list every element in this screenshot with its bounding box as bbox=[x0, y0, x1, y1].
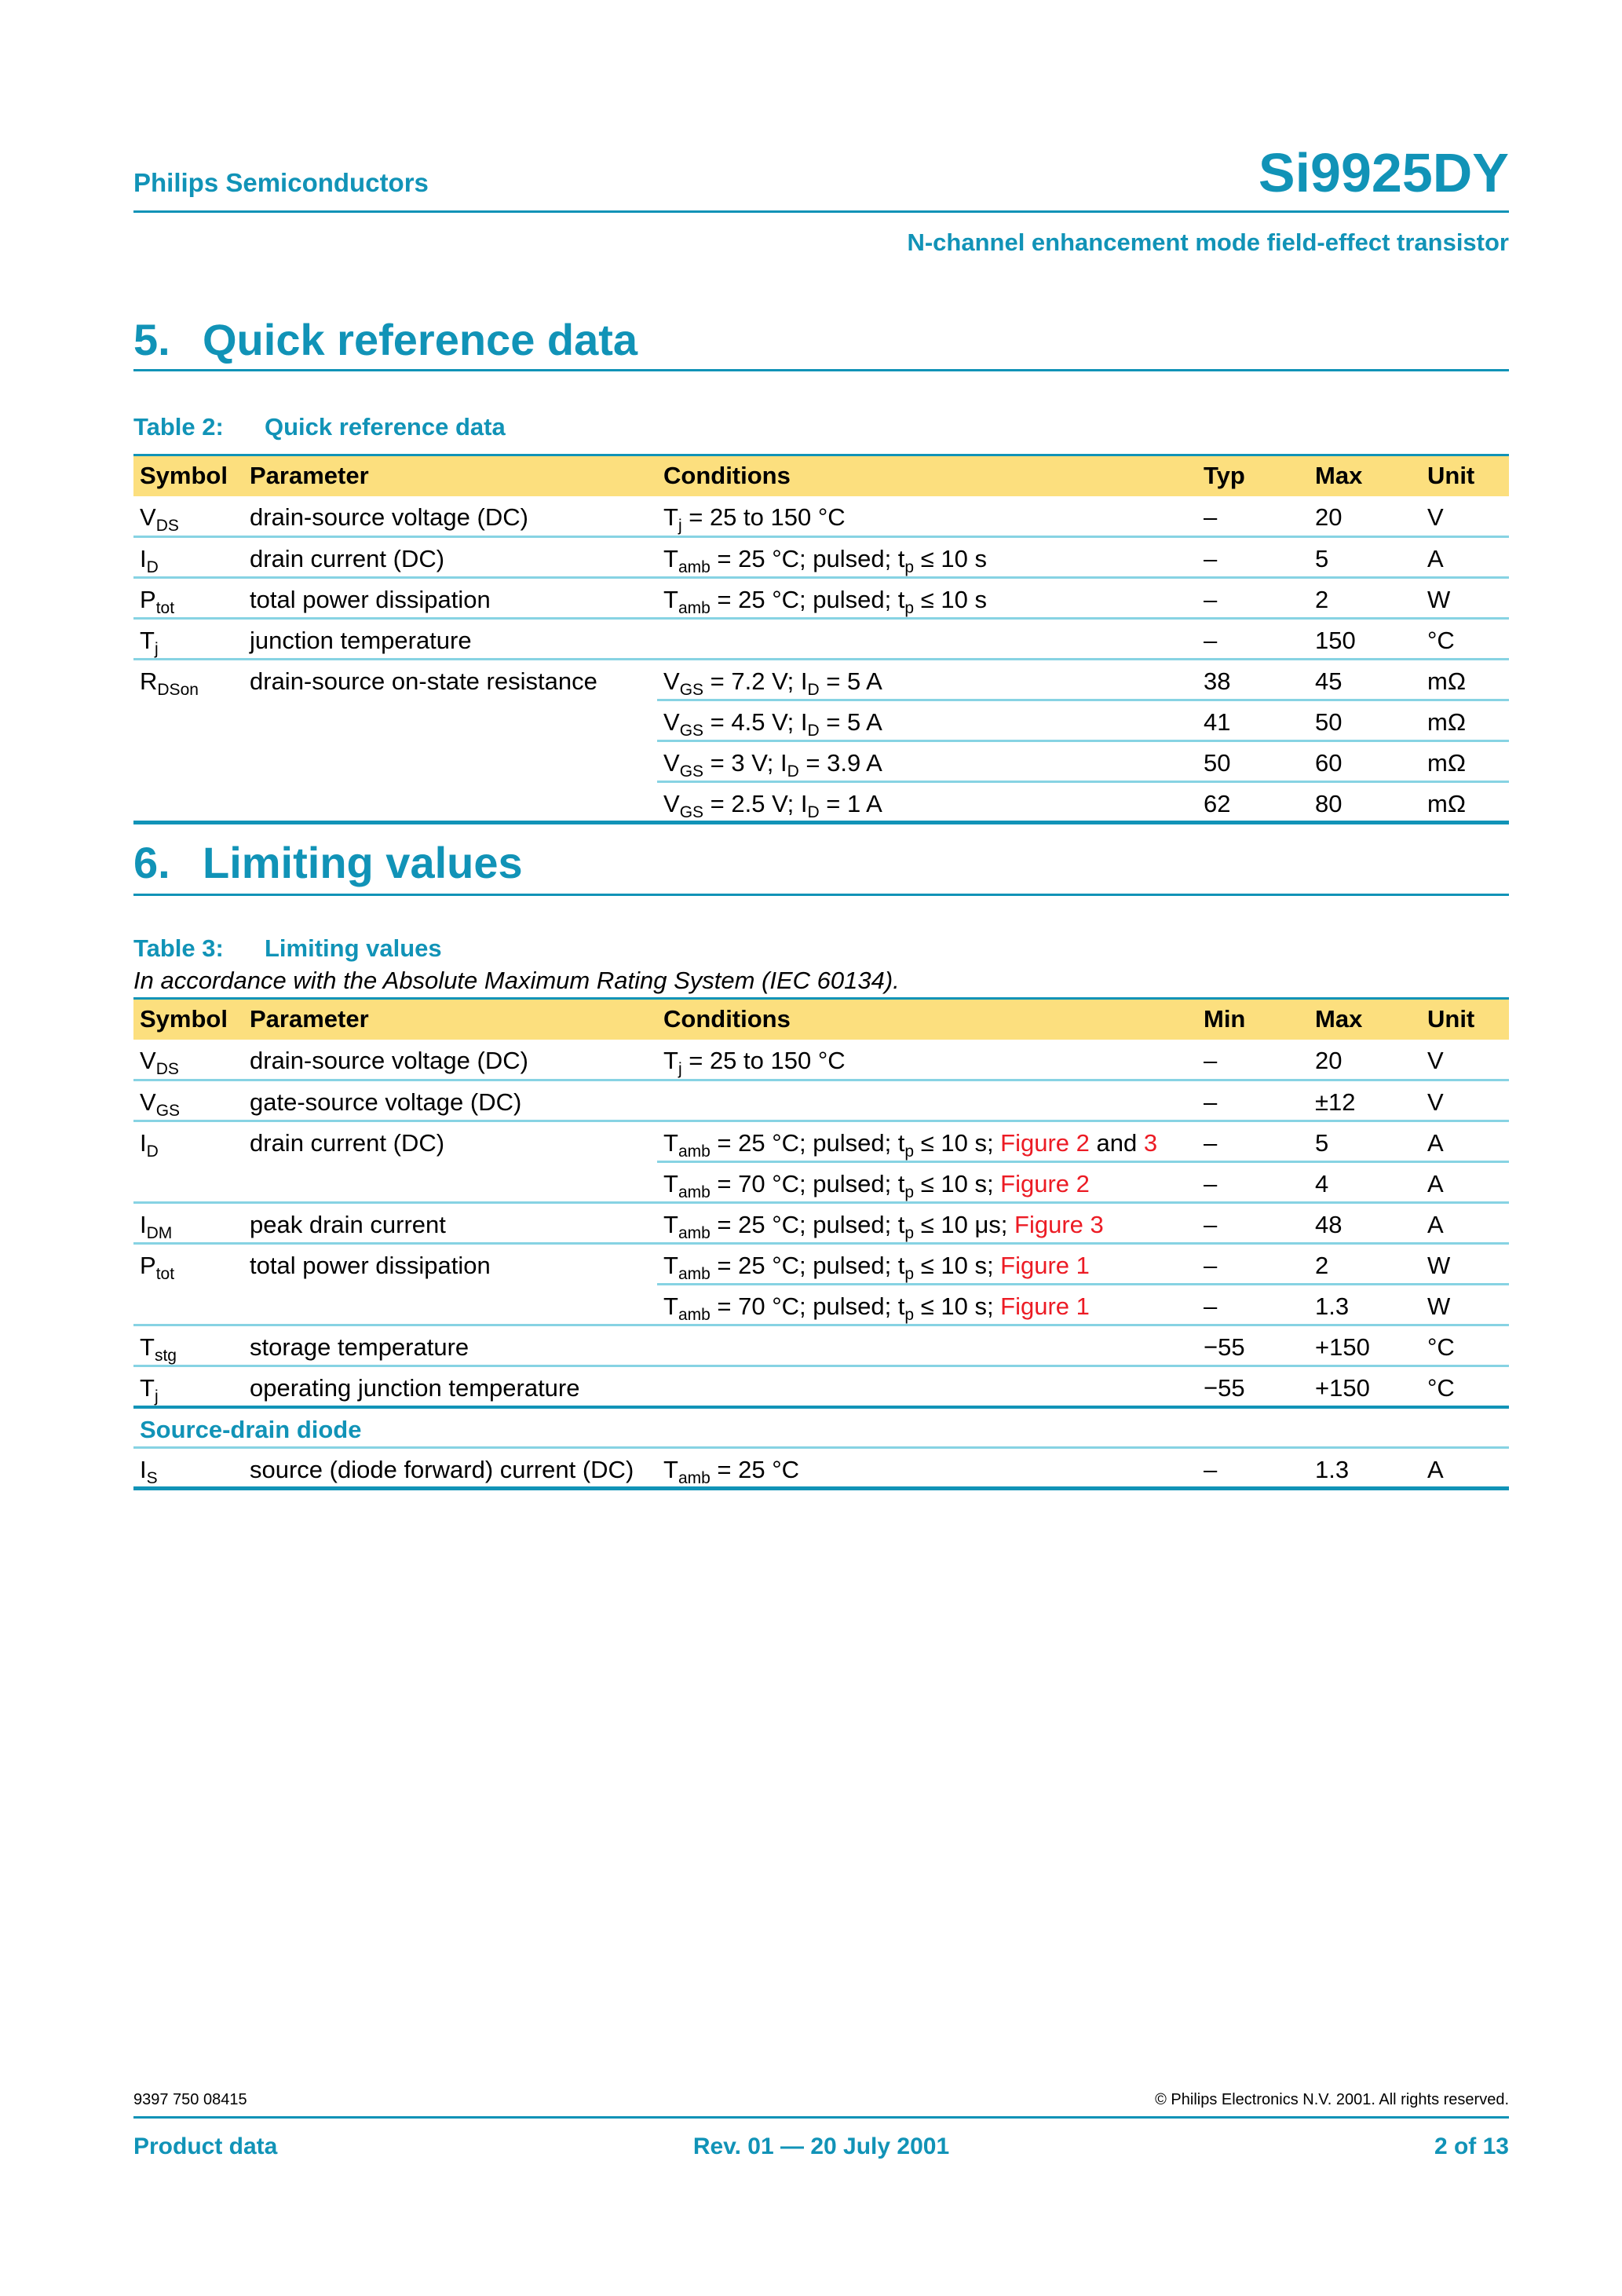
value-cell-1: 41 bbox=[1197, 700, 1309, 741]
text-segment: = 25 °C; pulsed; t bbox=[710, 1129, 905, 1157]
figure-reference-link[interactable]: Figure 2 bbox=[1000, 1129, 1090, 1157]
unit-cell: W bbox=[1421, 1244, 1509, 1285]
subscript: amb bbox=[678, 1469, 711, 1487]
text-segment: V bbox=[663, 790, 680, 817]
subscript: j bbox=[154, 1387, 159, 1406]
subscript: p bbox=[904, 1306, 915, 1324]
figure-reference-link[interactable]: Figure 1 bbox=[1000, 1292, 1090, 1320]
page-number: 2 of 13 bbox=[1434, 2133, 1509, 2159]
subscript: DM bbox=[146, 1224, 173, 1242]
figure-reference-link[interactable]: Figure 1 bbox=[1000, 1252, 1090, 1279]
header-rule bbox=[133, 210, 1509, 213]
subscript: amb bbox=[678, 1265, 711, 1283]
value-cell-2: 80 bbox=[1309, 782, 1421, 823]
parameter-cell: drain-source voltage (DC) bbox=[250, 503, 528, 531]
unit-cell: mΩ bbox=[1421, 782, 1509, 823]
figure-reference-link[interactable]: Figure 3 bbox=[1014, 1211, 1104, 1238]
footer-rule bbox=[133, 2116, 1509, 2119]
limiting-values-table bbox=[133, 997, 1509, 1490]
subscript: tot bbox=[155, 599, 175, 617]
text-segment: = 25 °C; pulsed; t bbox=[710, 1252, 905, 1279]
value-cell-1: – bbox=[1197, 1448, 1309, 1489]
subscript: stg bbox=[154, 1347, 177, 1365]
table-row bbox=[133, 1121, 1509, 1162]
subscript: amb bbox=[678, 1183, 711, 1201]
subscript: amb bbox=[678, 1306, 711, 1324]
value-cell-2: 4 bbox=[1309, 1162, 1421, 1203]
value-cell-1: – bbox=[1197, 1244, 1309, 1285]
value-cell-2: 5 bbox=[1309, 537, 1421, 578]
table-3-header-row bbox=[133, 999, 1509, 1040]
subscript: D bbox=[807, 803, 820, 821]
subscript: p bbox=[904, 1183, 915, 1201]
text-segment: ≤ 10 s bbox=[914, 545, 987, 572]
text-segment: T bbox=[140, 1333, 155, 1361]
section-6-rule bbox=[133, 894, 1509, 896]
unit-cell: A bbox=[1421, 1448, 1509, 1489]
symbol-cell bbox=[133, 1080, 243, 1121]
conditions-cell bbox=[657, 537, 1197, 578]
value-cell-1: – bbox=[1197, 1203, 1309, 1244]
column-header-min: Min bbox=[1197, 999, 1309, 1040]
document-status: Product data bbox=[133, 2133, 278, 2159]
text-segment: I bbox=[140, 545, 147, 572]
table-row bbox=[133, 1325, 1509, 1366]
document-number: 9397 750 08415 bbox=[133, 2091, 247, 2108]
text-segment: T bbox=[140, 1374, 155, 1402]
subscript: DS bbox=[155, 1059, 179, 1078]
value-cell-1: −55 bbox=[1197, 1366, 1309, 1407]
conditions-cell bbox=[657, 496, 1197, 537]
page-subtitle: N-channel enhancement mode field-effect transistor bbox=[907, 229, 1509, 256]
text-segment: P bbox=[140, 586, 156, 613]
table-row bbox=[133, 1080, 1509, 1121]
value-cell-1: – bbox=[1197, 537, 1309, 578]
parameter-cell: total power dissipation bbox=[243, 1244, 657, 1325]
text-segment: V bbox=[140, 1088, 156, 1116]
value-cell-1: −55 bbox=[1197, 1325, 1309, 1366]
conditions-cell bbox=[657, 619, 1197, 660]
value-cell-1: – bbox=[1197, 1121, 1309, 1162]
value-cell-2: 2 bbox=[1309, 1244, 1421, 1285]
subscript: DS bbox=[155, 516, 179, 535]
value-cell-2: 150 bbox=[1309, 619, 1421, 660]
copyright-notice: © Philips Electronics N.V. 2001. All rights reserved. bbox=[1155, 2091, 1509, 2108]
subscript: p bbox=[904, 599, 915, 617]
text-segment: = 4.5 V; I bbox=[703, 708, 808, 736]
column-header-conditions: Conditions bbox=[657, 455, 1197, 496]
section-6-title: Limiting values bbox=[203, 838, 523, 887]
text-segment: T bbox=[663, 1292, 678, 1320]
text-segment: P bbox=[140, 1252, 156, 1279]
subscript: j bbox=[678, 1059, 682, 1078]
section-5-title: Quick reference data bbox=[203, 315, 638, 364]
value-cell-2: +150 bbox=[1309, 1325, 1421, 1366]
conditions-cell bbox=[657, 1366, 1197, 1407]
conditions-cell bbox=[657, 700, 1197, 741]
table-3-caption bbox=[133, 934, 442, 963]
subscript: D bbox=[146, 558, 159, 576]
text-segment: T bbox=[663, 1170, 678, 1197]
table-row bbox=[133, 537, 1509, 578]
text-segment: ≤ 10 s; bbox=[914, 1129, 1001, 1157]
figure-reference-link[interactable]: Figure 2 bbox=[1000, 1170, 1090, 1197]
subscript: S bbox=[146, 1469, 158, 1487]
text-segment: V bbox=[663, 749, 680, 777]
parameter-cell: peak drain current bbox=[243, 1203, 657, 1244]
section-5-number: 5. bbox=[133, 315, 170, 364]
text-segment: ≤ 10 s; bbox=[914, 1292, 1001, 1320]
text-segment: = 25 to 150 °C bbox=[681, 503, 846, 531]
text-segment: = 2.5 V; I bbox=[703, 790, 808, 817]
value-cell-2: +150 bbox=[1309, 1366, 1421, 1407]
text-segment: = 25 °C; pulsed; t bbox=[710, 1211, 905, 1238]
subscript: GS bbox=[679, 722, 704, 740]
text-segment: T bbox=[663, 503, 678, 531]
text-segment: I bbox=[140, 1456, 147, 1483]
parameter-cell: drain current (DC) bbox=[243, 537, 657, 578]
column-header-conditions: Conditions bbox=[657, 999, 1197, 1040]
column-header-parameter: Parameter bbox=[243, 455, 657, 496]
parameter-cell: drain current (DC) bbox=[243, 1121, 657, 1203]
value-cell-1: 38 bbox=[1197, 660, 1309, 700]
parameter-cell: drain-source voltage (DC) bbox=[250, 1046, 528, 1074]
unit-cell: °C bbox=[1421, 1366, 1509, 1407]
table-row bbox=[133, 496, 1509, 537]
symbol-cell bbox=[133, 1040, 243, 1080]
column-header-max: Max bbox=[1309, 999, 1421, 1040]
subscript: amb bbox=[678, 1143, 711, 1161]
conditions-cell bbox=[657, 1244, 1197, 1285]
subscript: D bbox=[787, 762, 799, 781]
value-cell-2: 5 bbox=[1309, 1121, 1421, 1162]
conditions-cell bbox=[657, 578, 1197, 619]
subscript: GS bbox=[679, 681, 704, 699]
text-segment: R bbox=[140, 667, 158, 695]
text-segment: I bbox=[140, 1129, 147, 1157]
symbol-cell bbox=[133, 496, 243, 537]
symbol-cell bbox=[133, 1366, 243, 1407]
text-segment: T bbox=[140, 627, 155, 654]
unit-cell: V bbox=[1427, 1046, 1444, 1074]
quick-reference-data-table bbox=[133, 454, 1509, 824]
text-segment: ≤ 10 s; bbox=[914, 1252, 1001, 1279]
symbol-cell bbox=[133, 578, 243, 619]
section-5-rule bbox=[133, 369, 1509, 371]
text-segment: and bbox=[1089, 1129, 1144, 1157]
subscript: D bbox=[807, 681, 820, 699]
subscript: j bbox=[154, 640, 159, 658]
figure-reference-link[interactable]: 3 bbox=[1143, 1129, 1158, 1157]
table-row bbox=[133, 578, 1509, 619]
conditions-cell bbox=[657, 782, 1197, 823]
symbol-cell bbox=[133, 1325, 243, 1366]
text-segment: = 5 A bbox=[819, 708, 882, 736]
text-segment: ≤ 10 s bbox=[914, 586, 987, 613]
table-row bbox=[133, 619, 1509, 660]
vendor-name: Philips Semiconductors bbox=[133, 168, 429, 197]
table-2-caption bbox=[133, 413, 506, 441]
text-segment: = 5 A bbox=[819, 667, 882, 695]
value-cell-2: 1.3 bbox=[1309, 1285, 1421, 1325]
value-cell-2: 48 bbox=[1309, 1203, 1421, 1244]
section-6-heading bbox=[133, 837, 523, 888]
parameter-cell: source (diode forward) current (DC) bbox=[243, 1448, 657, 1489]
unit-cell: A bbox=[1421, 1121, 1509, 1162]
value-cell-2: 2 bbox=[1309, 578, 1421, 619]
value-cell-2: 1.3 bbox=[1309, 1448, 1421, 1489]
part-number: Si9925DY bbox=[1258, 142, 1509, 203]
text-segment: V bbox=[663, 708, 680, 736]
conditions-cell bbox=[657, 1325, 1197, 1366]
table-row bbox=[133, 1366, 1509, 1407]
subscript: amb bbox=[678, 558, 711, 576]
unit-cell: W bbox=[1421, 578, 1509, 619]
text-segment: T bbox=[663, 1129, 678, 1157]
table-2-caption-label: Table 2: bbox=[133, 413, 224, 441]
text-segment: = 70 °C; pulsed; t bbox=[710, 1170, 905, 1197]
value-cell-1: – bbox=[1204, 1046, 1218, 1074]
text-segment: = 7.2 V; I bbox=[703, 667, 808, 695]
subscript: p bbox=[904, 1224, 915, 1242]
symbol-cell bbox=[133, 619, 243, 660]
subscript: GS bbox=[679, 803, 704, 821]
table-subsection-header: Source-drain diode bbox=[133, 1407, 1509, 1448]
text-segment: = 25 °C bbox=[710, 1456, 800, 1483]
value-cell-1: 62 bbox=[1197, 782, 1309, 823]
value-cell-2: 60 bbox=[1309, 741, 1421, 782]
text-segment: T bbox=[663, 1456, 678, 1483]
text-segment: = 25 °C; pulsed; t bbox=[710, 586, 905, 613]
value-cell-1: – bbox=[1197, 1162, 1309, 1203]
subscript: GS bbox=[155, 1102, 181, 1120]
subscript: D bbox=[146, 1143, 159, 1161]
text-segment: ≤ 10 μs; bbox=[914, 1211, 1015, 1238]
conditions-cell bbox=[657, 741, 1197, 782]
section-5-heading bbox=[133, 314, 637, 365]
unit-cell: °C bbox=[1421, 1325, 1509, 1366]
table-row bbox=[133, 1448, 1509, 1489]
conditions-cell bbox=[657, 1285, 1197, 1325]
parameter-cell: drain-source on-state resistance bbox=[243, 660, 657, 823]
table-3-caption-title: Limiting values bbox=[265, 934, 442, 962]
unit-cell: mΩ bbox=[1421, 660, 1509, 700]
conditions-cell bbox=[657, 1121, 1197, 1162]
table-row bbox=[133, 1040, 1509, 1080]
conditions-cell bbox=[657, 1448, 1197, 1489]
unit-cell: A bbox=[1421, 1162, 1509, 1203]
symbol-cell bbox=[133, 1203, 243, 1244]
parameter-cell: operating junction temperature bbox=[243, 1366, 657, 1407]
conditions-cell bbox=[657, 1080, 1197, 1121]
text-segment: V bbox=[663, 667, 680, 695]
symbol-cell bbox=[133, 537, 243, 578]
table-3-note: In accordance with the Absolute Maximum Rating System (IEC 60134). bbox=[133, 967, 900, 994]
conditions-cell bbox=[657, 1162, 1197, 1203]
text-segment: ≤ 10 s; bbox=[914, 1170, 1001, 1197]
unit-cell: V bbox=[1427, 503, 1444, 531]
symbol-cell bbox=[133, 1121, 243, 1203]
parameter-cell: storage temperature bbox=[243, 1325, 657, 1366]
column-header-symbol: Symbol bbox=[133, 999, 243, 1040]
text-segment: T bbox=[663, 545, 678, 572]
conditions-cell bbox=[657, 1040, 1197, 1080]
revision-date: Rev. 01 — 20 July 2001 bbox=[692, 2133, 950, 2159]
value-cell-2: 45 bbox=[1309, 660, 1421, 700]
subscript: GS bbox=[679, 762, 704, 781]
column-header-unit: Unit bbox=[1421, 999, 1509, 1040]
text-segment: T bbox=[663, 586, 678, 613]
unit-cell: V bbox=[1421, 1080, 1509, 1121]
column-header-parameter: Parameter bbox=[243, 999, 657, 1040]
subscript: DSon bbox=[157, 681, 199, 699]
text-segment: T bbox=[663, 1046, 678, 1074]
text-segment: = 1 A bbox=[819, 790, 882, 817]
symbol-cell bbox=[133, 1448, 243, 1489]
text-segment: = 3.9 A bbox=[798, 749, 882, 777]
subscript: p bbox=[904, 1265, 915, 1283]
table-row bbox=[133, 1244, 1509, 1285]
subscript: amb bbox=[678, 599, 711, 617]
subscript: tot bbox=[155, 1265, 175, 1283]
value-cell-1: – bbox=[1197, 1285, 1309, 1325]
text-segment: V bbox=[140, 1046, 156, 1074]
table-3-caption-label: Table 3: bbox=[133, 934, 224, 962]
table-2-caption-title: Quick reference data bbox=[265, 413, 506, 441]
value-cell-2: 20 bbox=[1315, 503, 1343, 531]
table-row bbox=[133, 1203, 1509, 1244]
text-segment: = 25 °C; pulsed; t bbox=[710, 545, 905, 572]
value-cell-1: 50 bbox=[1197, 741, 1309, 782]
text-segment: T bbox=[663, 1211, 678, 1238]
value-cell-1: – bbox=[1197, 1080, 1309, 1121]
text-segment: T bbox=[663, 1252, 678, 1279]
symbol-cell bbox=[133, 660, 243, 823]
table-subsection-row bbox=[133, 1407, 1509, 1448]
value-cell-1: – bbox=[1197, 578, 1309, 619]
subscript: D bbox=[807, 722, 820, 740]
table-row bbox=[133, 660, 1509, 700]
unit-cell: A bbox=[1421, 537, 1509, 578]
subscript: p bbox=[904, 558, 915, 576]
unit-cell: W bbox=[1421, 1285, 1509, 1325]
column-header-symbol: Symbol bbox=[133, 455, 243, 496]
unit-cell: mΩ bbox=[1421, 700, 1509, 741]
value-cell-2: ±12 bbox=[1309, 1080, 1421, 1121]
subscript: p bbox=[904, 1143, 915, 1161]
unit-cell: °C bbox=[1421, 619, 1509, 660]
value-cell-2: 20 bbox=[1315, 1046, 1343, 1074]
unit-cell: mΩ bbox=[1421, 741, 1509, 782]
conditions-cell bbox=[657, 660, 1197, 700]
conditions-cell bbox=[657, 1203, 1197, 1244]
text-segment: = 25 to 150 °C bbox=[681, 1046, 846, 1074]
unit-cell: A bbox=[1421, 1203, 1509, 1244]
section-6-number: 6. bbox=[133, 838, 170, 887]
text-segment: = 3 V; I bbox=[703, 749, 787, 777]
text-segment: I bbox=[140, 1211, 147, 1238]
symbol-cell bbox=[133, 1244, 243, 1325]
subscript: amb bbox=[678, 1224, 711, 1242]
subscript: j bbox=[678, 516, 682, 535]
value-cell-1: – bbox=[1204, 503, 1218, 531]
value-cell-1: – bbox=[1197, 619, 1309, 660]
parameter-cell: gate-source voltage (DC) bbox=[243, 1080, 657, 1121]
column-header-typ: Typ bbox=[1197, 455, 1309, 496]
column-header-unit: Unit bbox=[1421, 455, 1509, 496]
value-cell-2: 50 bbox=[1309, 700, 1421, 741]
parameter-cell: total power dissipation bbox=[243, 578, 657, 619]
column-header-max: Max bbox=[1309, 455, 1421, 496]
text-segment: = 70 °C; pulsed; t bbox=[710, 1292, 905, 1320]
text-segment: V bbox=[140, 503, 156, 531]
table-2-header-row bbox=[133, 455, 1509, 496]
parameter-cell: junction temperature bbox=[243, 619, 657, 660]
